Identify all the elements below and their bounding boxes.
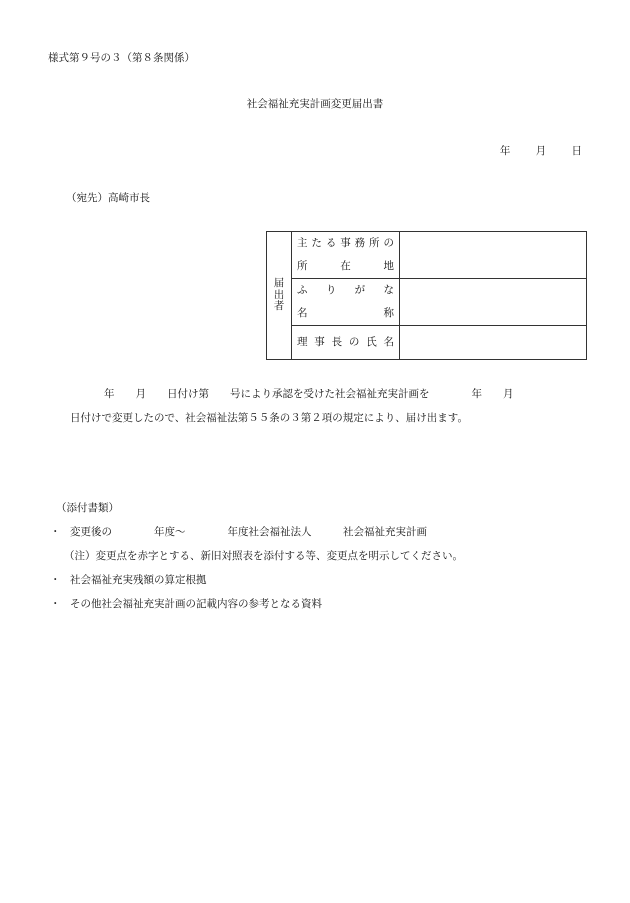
label-char: る (325, 237, 337, 249)
attachment-note: （注）変更点を赤字とする、新旧対照表を添付する等、変更点を明示してください。 (64, 550, 463, 562)
attachment-item (50, 575, 207, 586)
label-char: 所 (369, 237, 380, 249)
label-char: な (383, 284, 394, 296)
corporation-name-field[interactable] (400, 279, 587, 326)
label-char: 務 (354, 237, 366, 249)
bullet-icon: ・ (50, 574, 61, 586)
chairperson-name-label (292, 326, 400, 360)
label-char: 所 (297, 260, 308, 272)
office-address-label (292, 232, 400, 279)
notification-paragraph-line2: 日付けで変更したので、社会福祉法第５５条の３第２項の規定により、届け出ます。 (70, 412, 468, 424)
side-label-char: 出 (273, 288, 285, 301)
label-char: り (325, 284, 337, 296)
label-char: 名 (383, 336, 394, 348)
notification-paragraph-line1: 年 月 日付け第 号により承認を受けた社会福祉充実計画を 年 月 (104, 388, 514, 400)
label-char: 氏 (366, 336, 377, 348)
label-char: 主 (297, 237, 308, 249)
attachment-item-text: 変更後の 年度～ 年度社会福祉法人 社会福祉充実計画 (70, 526, 427, 538)
office-address-field[interactable] (400, 232, 587, 279)
label-char: た (311, 237, 322, 249)
label-char: 理 (297, 336, 308, 348)
attachment-item (50, 599, 322, 610)
label-char: 事 (314, 336, 325, 348)
label-char: 長 (331, 336, 343, 348)
date-year-label: 年 (499, 145, 511, 157)
label-char: 在 (340, 260, 351, 272)
side-label-char: 届 (273, 277, 285, 290)
label-char: の (348, 336, 360, 348)
form-number: 様式第９号の３（第８条関係） (48, 52, 195, 64)
addressee: （宛先）高崎市長 (66, 192, 150, 204)
attachments-heading: （添付書類） (56, 502, 119, 514)
applicant-table (266, 231, 587, 360)
name-furigana-label (292, 279, 400, 326)
bullet-icon: ・ (50, 598, 61, 610)
label-char: ふ (297, 284, 308, 296)
label-char: の (383, 237, 394, 249)
bullet-icon: ・ (50, 526, 61, 538)
label-char: 名 (297, 307, 308, 319)
label-char: 事 (340, 237, 351, 249)
chairperson-name-field[interactable] (400, 326, 587, 360)
date-line (478, 146, 582, 157)
date-month-label: 月 (535, 145, 547, 157)
applicant-side-label (267, 232, 292, 360)
attachment-item (50, 527, 427, 538)
side-label-char: 者 (273, 300, 285, 313)
attachment-item-text: 社会福祉充実残額の算定根拠 (70, 574, 207, 586)
label-char: 地 (383, 260, 394, 272)
label-char: 称 (383, 307, 394, 319)
date-day-label: 日 (571, 145, 582, 157)
attachment-item-text: その他社会福祉充実計画の記載内容の参考となる資料 (70, 598, 322, 610)
document-title: 社会福祉充実計画変更届出書 (246, 98, 384, 110)
label-char: が (354, 284, 366, 296)
